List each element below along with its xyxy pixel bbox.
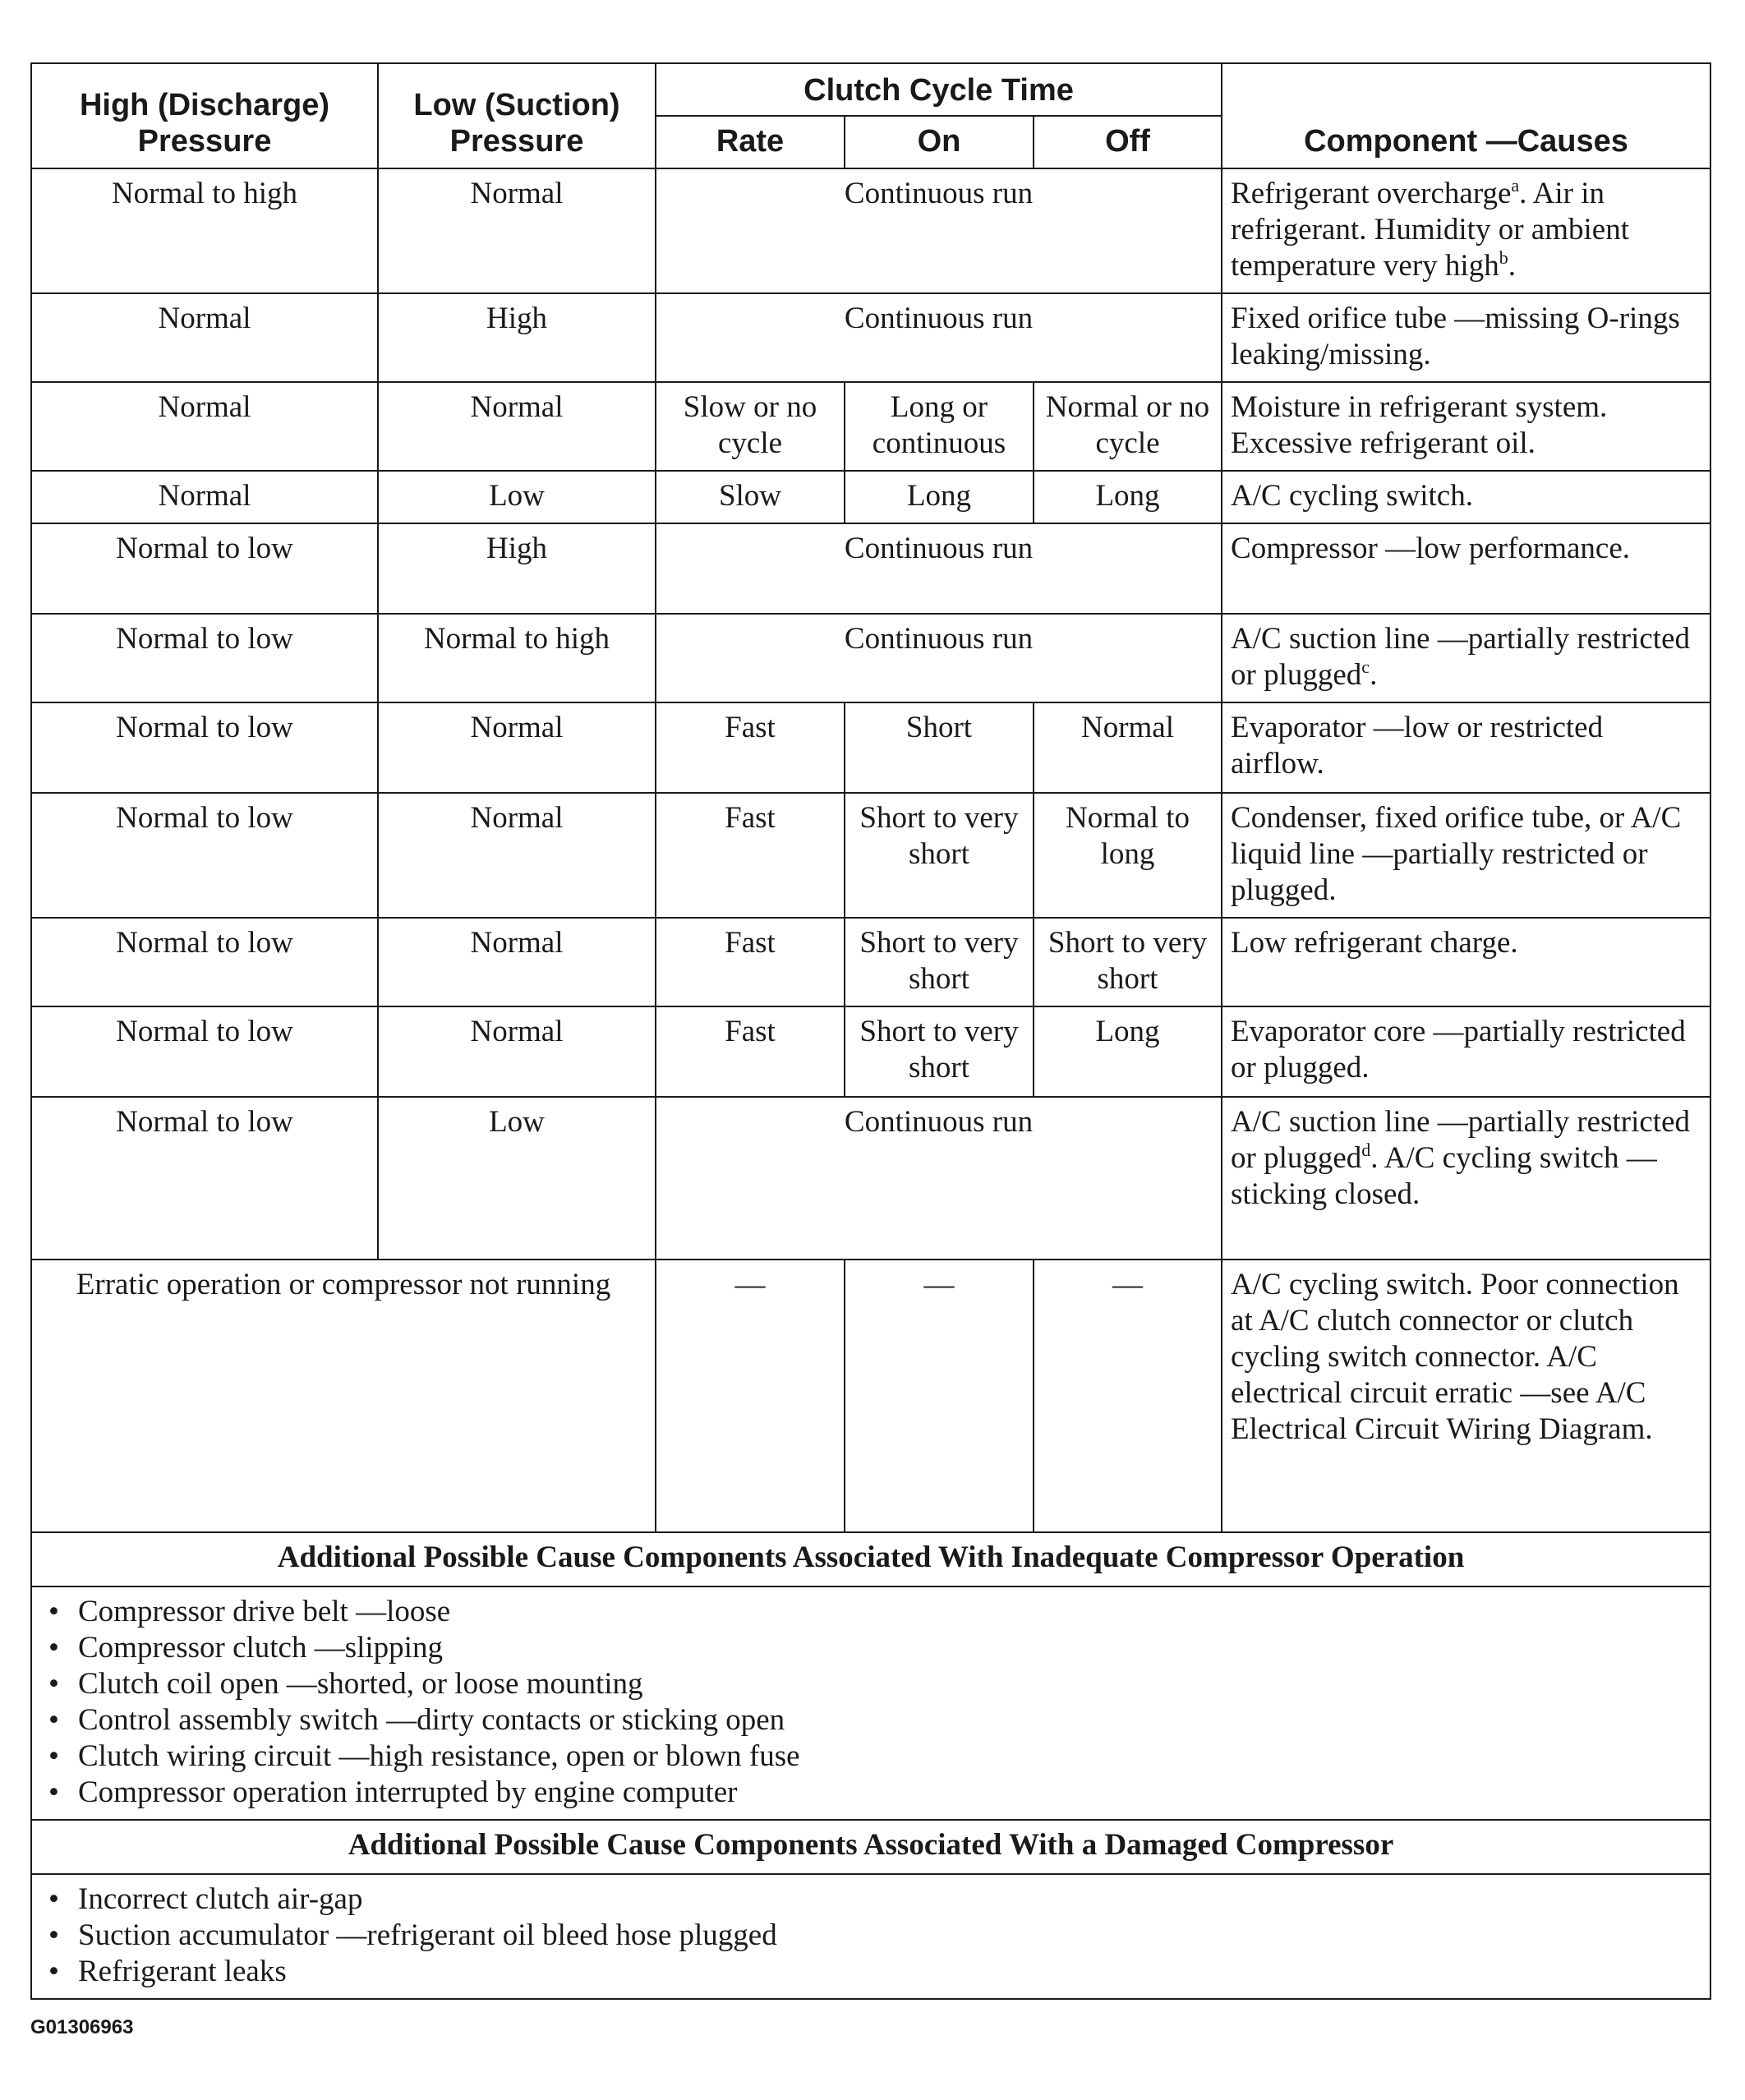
rate-cell: Fast [656,793,845,918]
cause-text-rest: . A/C cycling switch —sticking closed. [1231,1141,1657,1211]
table-row [31,471,1710,523]
low-pressure-cell: Normal [378,702,656,793]
cause-cell: A/C cycling switch. Poor connection at A/C clutch connector or clutch cycling switch connector. A/C electrical circuit erratic —see A/C Electrical Circuit Wiring Diagram. [1222,1260,1710,1532]
section-list-inadequate-operation [31,1587,1710,1820]
table-row [31,614,1710,702]
rate-cell: Fast [656,918,845,1006]
list-item: • Compressor operation interrupted by engine computer [40,1775,1701,1811]
section-list-damaged-compressor [31,1874,1710,1999]
rate-cell: Slow or no cycle [656,382,845,471]
on-cell: Long [845,471,1034,523]
low-pressure-cell: Normal to high [378,614,656,702]
table-row [31,702,1710,793]
off-cell: — [1034,1260,1222,1532]
on-cell: Short to very short [845,1006,1034,1097]
cause-text-end: . [1508,249,1516,283]
clutch-cycle-cell: Continuous run [656,1097,1222,1260]
section-title-damaged-compressor: Additional Possible Cause Components Associated With a Damaged Compressor [31,1820,1710,1874]
table-row [31,793,1710,918]
cause-text-rest: . Air in refrigerant. Humidity or ambient temperature very high [1231,177,1629,283]
on-cell: Short to very short [845,793,1034,918]
off-cell: Long [1034,471,1222,523]
list-item: • Compressor drive belt —loose [40,1594,1701,1630]
clutch-cycle-cell: Continuous run [656,168,1222,293]
header-clutch-cycle-time: Clutch Cycle Time [656,63,1222,116]
high-pressure-cell: Normal to low [31,523,378,614]
cause-cell: A/C cycling switch. [1222,471,1710,523]
low-pressure-cell: Low [378,1097,656,1260]
pressure-cell-merged: Erratic operation or compressor not running [31,1260,656,1532]
on-cell: Long or continuous [845,382,1034,471]
clutch-cycle-cell: Continuous run [656,614,1222,702]
footnote-mark: a [1511,175,1520,196]
on-cell: — [845,1260,1034,1532]
cause-cell [1222,1097,1710,1260]
off-cell: Normal or no cycle [1034,382,1222,471]
off-cell: Long [1034,1006,1222,1097]
high-pressure-cell: Normal to low [31,1006,378,1097]
table-row [31,382,1710,471]
high-pressure-cell: Normal [31,382,378,471]
low-pressure-cell: Normal [378,1006,656,1097]
table-row [31,293,1710,382]
low-pressure-cell: High [378,523,656,614]
low-pressure-cell: Normal [378,918,656,1006]
table-row [31,1260,1710,1532]
cause-cell: Evaporator —low or restricted airflow. [1222,702,1710,793]
footnote-mark: b [1499,247,1508,268]
footnote-mark: d [1361,1140,1371,1160]
cause-text: Refrigerant overcharge [1231,177,1512,210]
rate-cell: — [656,1260,845,1532]
cause-text-rest: . [1370,658,1378,692]
cause-cell [1222,614,1710,702]
on-cell: Short to very short [845,918,1034,1006]
rate-cell: Fast [656,702,845,793]
ac-diagnosis-table [30,62,1711,2000]
low-pressure-cell: Normal [378,382,656,471]
header-component-causes: Component —Causes [1222,63,1710,168]
low-pressure-cell: Low [378,471,656,523]
header-rate: Rate [656,116,845,168]
table-row [31,168,1710,293]
table-row [31,1097,1710,1260]
low-pressure-cell: High [378,293,656,382]
cause-cell [1222,168,1710,293]
list-item: • Compressor clutch —slipping [40,1630,1701,1666]
cause-cell: Moisture in refrigerant system. Excessive refrigerant oil. [1222,382,1710,471]
header-high-pressure: High (Discharge) Pressure [31,63,378,168]
high-pressure-cell: Normal to low [31,1097,378,1260]
off-cell: Short to very short [1034,918,1222,1006]
diagnosis-document [30,62,1710,2000]
low-pressure-cell: Normal [378,168,656,293]
list-item: • Suction accumulator —refrigerant oil bleed hose plugged [40,1918,1701,1954]
on-cell: Short [845,702,1034,793]
cause-text: A/C suction line —partially restricted or plugged [1231,622,1690,692]
list-item: • Refrigerant leaks [40,1954,1701,1990]
cause-cell: Evaporator core —partially restricted or plugged. [1222,1006,1710,1097]
table-row [31,918,1710,1006]
header-on: On [845,116,1034,168]
off-cell: Normal [1034,702,1222,793]
high-pressure-cell: Normal to low [31,918,378,1006]
cause-cell: Compressor —low performance. [1222,523,1710,614]
section-title-inadequate-operation: Additional Possible Cause Components Associated With Inadequate Compressor Operation [31,1532,1710,1587]
high-pressure-cell: Normal to low [31,702,378,793]
cause-cell: Low refrigerant charge. [1222,918,1710,1006]
high-pressure-cell: Normal to high [31,168,378,293]
footnote-mark: c [1361,656,1370,677]
list-item: • Clutch coil open —shorted, or loose mounting [40,1666,1701,1702]
rate-cell: Slow [656,471,845,523]
cause-cell: Condenser, fixed orifice tube, or A/C liquid line —partially restricted or plugged. [1222,793,1710,918]
low-pressure-cell: Normal [378,793,656,918]
off-cell: Normal to long [1034,793,1222,918]
rate-cell: Fast [656,1006,845,1097]
figure-id: G01306963 [30,2016,134,2038]
list-item: • Clutch wiring circuit —high resistance, open or blown fuse [40,1738,1701,1775]
header-off: Off [1034,116,1222,168]
list-item: • Control assembly switch —dirty contacts or sticking open [40,1702,1701,1738]
cause-cell: Fixed orifice tube —missing O-rings leaking/missing. [1222,293,1710,382]
high-pressure-cell: Normal to low [31,793,378,918]
header-low-pressure: Low (Suction) Pressure [378,63,656,168]
clutch-cycle-cell: Continuous run [656,523,1222,614]
clutch-cycle-cell: Continuous run [656,293,1222,382]
table-row [31,1006,1710,1097]
high-pressure-cell: Normal to low [31,614,378,702]
cause-text: A/C suction line —partially restricted or plugged [1231,1105,1690,1175]
table-row [31,523,1710,614]
list-item: • Incorrect clutch air-gap [40,1881,1701,1918]
high-pressure-cell: Normal [31,471,378,523]
high-pressure-cell: Normal [31,293,378,382]
